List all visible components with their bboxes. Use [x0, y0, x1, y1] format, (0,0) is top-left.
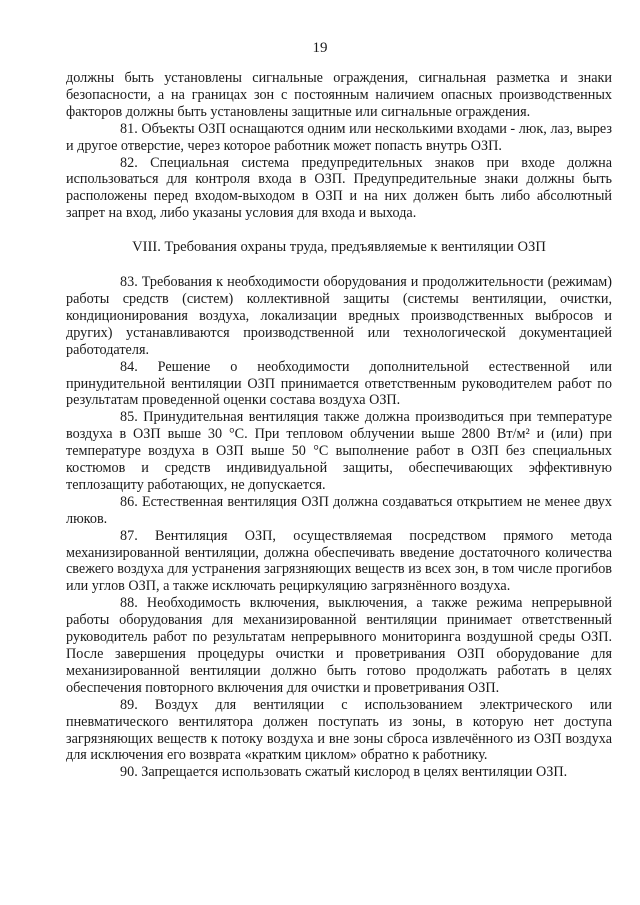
paragraph-continued: должны быть установлены сигнальные ограждения, сигнальная разметка и знаки безопасности, а на границах зон с постоянным наличием опасных производственных факторов должны быть установлены защитные или сигнальные ограждения. — [66, 70, 612, 120]
paragraph-88: 88. Необходимость включения, выключения, а также режима непрерывной работы оборудования для механизированной вентиляции принимает ответственный руководитель работ по результатам непрерывного мониторинга воздушной среды ОЗП. После завершения процедуры очистки и проветривания ОЗП оборудование для механизированной вентиляции должно быть готово продолжать работать в целях обеспечения повторного включения для очистки и проветривания ОЗП. — [66, 595, 612, 696]
paragraph-86: 86. Естественная вентиляция ОЗП должна создаваться открытием не менее двух люков. — [66, 493, 612, 527]
paragraph-90: 90. Запрещается использовать сжатый кислород в целях вентиляции ОЗП. — [120, 764, 568, 781]
paragraph-81: 81. Объекты ОЗП оснащаются одним или несколькими входами - люк, лаз, вырез и другое отверстие, через которое работник может попасть внутрь ОЗП. — [66, 120, 612, 154]
section-heading: VIII. Требования охраны труда, предъявляемые к вентиляции ОЗП — [132, 239, 546, 256]
document-body — [66, 70, 612, 781]
paragraph-84: 84. Решение о необходимости дополнительной естественной или принудительной вентиляции ОЗП принимается ответственным руководителем работ по результатам проведенной оценки состава воздуха ОЗП. — [66, 358, 612, 409]
paragraph-85: 85. Принудительная вентиляция также должна производиться при температуре воздуха в ОЗП выше 30 °C. При тепловом облучении выше 2800 Вт/м² и (или) при температуре воздуха в ОЗП выше 50 °C выполнение работ в ОЗП без специальных костюмов и средств индивидуальной защиты, обеспечивающих эффективную теплозащиту работающих, не допускается. — [66, 409, 612, 493]
paragraph-82: 82. Специальная система предупредительных знаков при входе должна использоваться для контроля входа в ОЗП. Предупредительные знаки должны быть расположены перед входом-выходом в ОЗП и на них должен быть либо абсолютный запрет на вход, либо указаны условия для входа и выхода. — [66, 154, 612, 222]
paragraph-89: 89. Воздух для вентиляции с использованием электрического или пневматического вентилятора должен поступать из зоны, в которую нет доступа загрязняющих веществ к потоку воздуха и вне зоны сброса извлечённого из ОЗП воздуха для исключения его возврата «кратким циклом» обратно к работнику. — [66, 696, 612, 764]
paragraph-87: 87. Вентиляция ОЗП, осуществляемая посредством прямого метода механизированной вентиляции, должна обеспечивать введение достаточного количества свежего воздуха для устранения загрязняющих веществ из всех зон, в том числе прогибов или углов ОЗП, а также исключать рециркуляцию загрязнённого воздуха. — [66, 527, 612, 595]
paragraph-83: 83. Требования к необходимости оборудования и продолжительности (режимам) работы средств (систем) коллективной защиты (системы вентиляции, очистки, кондиционирования воздуха, локализации вредных производственных выбросов и других) устанавливаются производственной или технологической документацией работодателя. — [66, 274, 612, 358]
page-number: 19 — [312, 40, 328, 56]
